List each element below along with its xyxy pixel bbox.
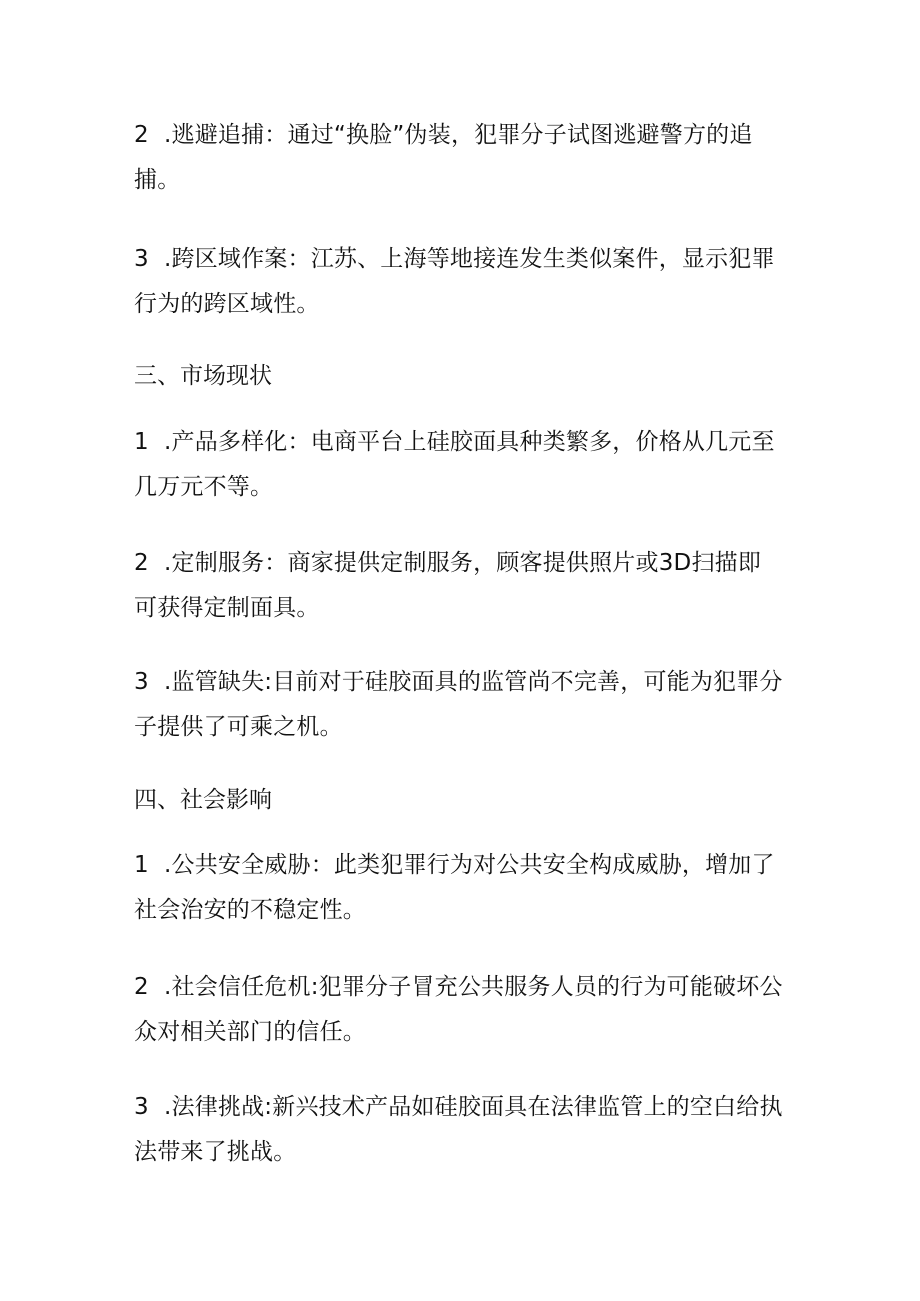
item-text: .公共安全威胁：此类犯罪行为对公共安全构成威胁，增加了社会治安的不稳定性。 (134, 852, 775, 923)
item-number: 3 (134, 669, 149, 695)
item-number: 1 (134, 852, 149, 878)
item-text: .跨区域作案：江苏、上海等地接连发生类似案件，显示犯罪行为的跨区域性。 (134, 246, 775, 317)
item-number: 2 (134, 550, 149, 576)
list-item (134, 660, 784, 750)
item-text: .产品多样化：电商平台上硅胶面具种类繁多，价格从几元至几万元不等。 (134, 429, 775, 500)
list-item (134, 420, 784, 510)
list-item (134, 843, 784, 933)
list-item (134, 113, 784, 203)
list-item (134, 237, 784, 327)
item-text: .监管缺失:目前对于硅胶面具的监管尚不完善，可能为犯罪分子提供了可乘之机。 (134, 669, 783, 740)
item-text: .定制服务：商家提供定制服务，顾客提供照片或3D扫描即可获得定制面具。 (134, 550, 762, 621)
item-text: .逃避追捕：通过“换脸”伪装，犯罪分子试图逃避警方的追捕。 (134, 122, 753, 193)
item-text: .社会信任危机:犯罪分子冒充公共服务人员的行为可能破坏公众对相关部门的信任。 (134, 974, 783, 1045)
item-number: 1 (134, 429, 149, 455)
list-item (134, 1085, 784, 1175)
list-item (134, 541, 784, 631)
item-number: 3 (134, 1094, 149, 1120)
list-item (134, 965, 784, 1055)
item-number: 2 (134, 122, 149, 148)
section-heading-social-impact: 四、社会影响 (134, 787, 272, 813)
item-number: 2 (134, 974, 149, 1000)
item-number: 3 (134, 246, 149, 272)
item-text: .法律挑战:新兴技术产品如硅胶面具在法律监管上的空白给执法带来了挑战。 (134, 1094, 783, 1165)
section-heading-market: 三、市场现状 (134, 363, 272, 389)
